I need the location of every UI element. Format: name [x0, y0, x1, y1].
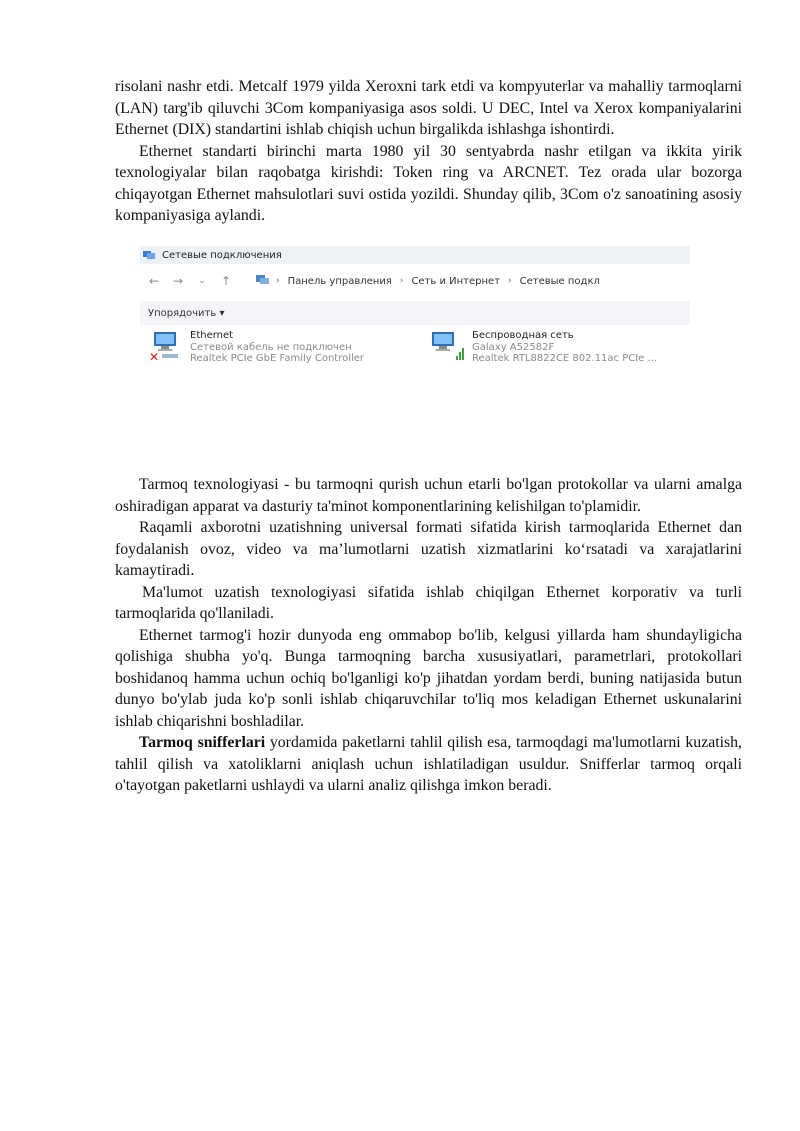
- sniffers-term: Tarmoq snifferlari: [139, 734, 266, 751]
- paragraph-network-technology: Tarmoq texnologiyasi - bu tarmoqni qurish uchun etarli bo'lgan protokollar va ularni amalga oshiradigan apparat va dasturiy ta'minot komponentlarining kelishilgan to'plamidir.: [115, 476, 742, 515]
- connection-adapter: Realtek RTL8822CE 802.11ac PCIe ...: [472, 353, 658, 364]
- connection-name: Ethernet: [190, 330, 234, 341]
- paragraph-sniffers: [115, 732, 742, 797]
- svg-text:✕: ✕: [149, 350, 160, 362]
- connection-name: Беспроводная сеть: [472, 330, 574, 341]
- breadcrumb-separator-icon: ›: [508, 276, 512, 286]
- paragraph-ethernet-standard: Ethernet standarti birinchi marta 1980 yil 30 sentyabrda nashr etilgan va ikkita yirik texnologiyalar bilan raqobatga kirishdi: Token ring va ARCNET. Tez orada ular bozorga chiqayotgan Ethernet mahsulotlari suvi ostida yozildi. Shunday qilib, 3Com o'z sanoatining asosiy kompaniyasiga aylandi.: [115, 142, 742, 224]
- back-arrow-icon[interactable]: ←: [148, 274, 160, 288]
- window-title: Сетевые подключения: [162, 249, 282, 261]
- paragraph-data-transfer: Ma'lumot uzatish texnologiyasi sifatida ishlab chiqilgan Ethernet korporativ va turli tarmoqlarida qo'llaniladi.: [115, 583, 742, 622]
- breadcrumb-network-internet[interactable]: Сеть и Интернет: [411, 275, 501, 287]
- connection-label-wireless: [472, 330, 657, 365]
- text-block-bottom: [115, 474, 742, 797]
- breadcrumb-network-connections[interactable]: Сетевые подкл: [519, 275, 600, 287]
- network-folder-icon: [142, 250, 156, 260]
- command-toolbar: [140, 301, 690, 325]
- connection-status: Galaxy A52582F: [472, 341, 555, 353]
- connection-item-wireless[interactable]: [430, 330, 690, 366]
- forward-arrow-icon[interactable]: →: [172, 274, 184, 288]
- connection-item-ethernet[interactable]: [148, 330, 418, 366]
- paragraph-continuation: risolani nashr etdi. Metcalf 1979 yilda Xeroxni tark etdi va kompyuterlar va mahalliy tarmoqlarni (LAN) targ'ib qiluvchi 3Com kompaniyasiga asos soldi. U DEC, Intel va Xerox kompaniyalarini Ethernet (DIX) standartini ishlab chiqish uchun birgalikda ishlashga ishontirdi.: [115, 78, 742, 138]
- breadcrumb-separator-icon: ›: [399, 276, 404, 286]
- address-bar: [140, 272, 690, 290]
- chevron-down-icon[interactable]: ⌄: [198, 276, 206, 286]
- up-arrow-icon[interactable]: ↑: [220, 274, 232, 288]
- sniffers-text: yordamida paketlarni tahlil qilish esa, tarmoqdagi ma'lumotlarni kuzatish, tahlil qilish va xatoliklarni aniqlash uchun ishlatiladigan usuldur. Snifferlar tarmoq orqali o'tayotgan paketlarni ushlaydi va ularni analiz qilishga imkon beradi.: [115, 734, 742, 794]
- organize-button[interactable]: Упорядочить ▾: [148, 307, 225, 319]
- wireless-adapter-icon: [430, 332, 460, 354]
- breadcrumb-separator-icon: ›: [276, 276, 280, 286]
- connection-status: Сетевой кабель не подключен: [190, 341, 352, 353]
- paragraph-digital-format: Raqamli axborotni uzatishning universal formati sifatida kirish tarmoqlarida Ethernet dan foydalanish ovoz, video va ma’lumotlarni uzatish xizmatlarini ko‘rsatadi va xarajatlarini kamaytiradi.: [115, 519, 742, 579]
- connection-label-ethernet: [190, 330, 364, 365]
- ethernet-adapter-icon: [148, 332, 178, 362]
- text-block-top: [115, 76, 742, 227]
- window-titlebar: [140, 246, 690, 264]
- paragraph-ethernet-popular: Ethernet tarmog'i hozir dunyoda eng ommabop bo'lib, kelgusi yillarda ham shundayligicha qolishiga shubha yo'q. Bunga tarmoqning barcha xususiyatlari, parametrlari, protokollari boshidanoq hamma uchun ochiq bo'lganligi ko'p jihatdan yordam berdi, buning natijasida butun dunyo bo'ylab juda ko'p sonli ishlab chiqaruvchilar to'liq mos keladigan Ethernet uskunalarini ishlab chiqarishni boshladilar.: [115, 626, 742, 730]
- breadcrumb-control-panel[interactable]: Панель управления: [287, 275, 392, 287]
- network-connections-screenshot: [140, 246, 690, 374]
- control-panel-icon: [256, 274, 270, 288]
- connection-adapter: Realtek PCIe GbE Family Controller: [190, 353, 365, 364]
